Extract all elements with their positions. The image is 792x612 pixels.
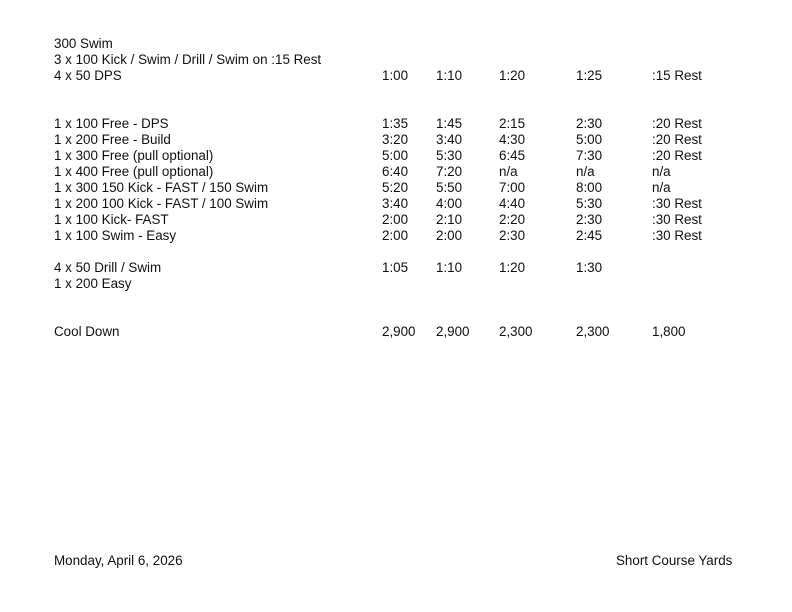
interval-col-2: 5:50 — [436, 180, 463, 195]
row-description: 1 x 100 Swim - Easy — [54, 228, 177, 243]
interval-col-5: n/a — [652, 180, 671, 195]
interval-col-2: 7:20 — [436, 164, 463, 179]
total-col-4: 2,300 — [576, 324, 610, 339]
interval-col-4: 8:00 — [576, 180, 603, 195]
row-description: 3 x 100 Kick / Swim / Drill / Swim on :15 Rest — [54, 52, 322, 67]
row-description: 300 Swim — [54, 36, 113, 51]
row-description: 4 x 50 Drill / Swim — [54, 260, 162, 275]
interval-col-1: 6:40 — [382, 164, 409, 179]
interval-col-1: 2:00 — [382, 212, 409, 227]
interval-col-2: 1:45 — [436, 116, 463, 131]
row-description: 1 x 300 150 Kick - FAST / 150 Swim — [54, 180, 269, 195]
interval-col-5: :20 Rest — [652, 116, 702, 131]
interval-col-4: 2:30 — [576, 116, 603, 131]
interval-col-2: 5:30 — [436, 148, 463, 163]
interval-col-2: 4:00 — [436, 196, 463, 211]
interval-col-2: 1:10 — [436, 260, 463, 275]
row-description: 1 x 300 Free (pull optional) — [54, 148, 214, 163]
interval-col-5: :15 Rest — [652, 68, 702, 83]
interval-col-4: 1:30 — [576, 260, 603, 275]
interval-col-5: :30 Rest — [652, 228, 702, 243]
workout-row — [0, 68, 792, 84]
total-col-2: 2,900 — [436, 324, 470, 339]
interval-col-2: 2:10 — [436, 212, 463, 227]
workout-row — [0, 148, 792, 164]
row-description: Cool Down — [54, 324, 120, 339]
interval-col-4: 2:30 — [576, 212, 603, 227]
interval-col-5: :30 Rest — [652, 212, 702, 227]
interval-col-4: 2:45 — [576, 228, 603, 243]
interval-col-3: 2:20 — [499, 212, 526, 227]
interval-col-3: 4:40 — [499, 196, 526, 211]
interval-col-1: 5:20 — [382, 180, 409, 195]
interval-col-1: 5:00 — [382, 148, 409, 163]
workout-row — [0, 132, 792, 148]
interval-col-1: 1:05 — [382, 260, 409, 275]
interval-col-1: 3:20 — [382, 132, 409, 147]
interval-col-3: 2:30 — [499, 228, 526, 243]
interval-col-5: :20 Rest — [652, 148, 702, 163]
interval-col-4: 1:25 — [576, 68, 603, 83]
footer-course: Short Course Yards — [616, 553, 733, 568]
workout-row — [0, 180, 792, 196]
interval-col-3: 1:20 — [499, 68, 526, 83]
interval-col-2: 2:00 — [436, 228, 463, 243]
row-description: 1 x 200 100 Kick - FAST / 100 Swim — [54, 196, 269, 211]
interval-col-5: :30 Rest — [652, 196, 702, 211]
total-col-3: 2,300 — [499, 324, 533, 339]
workout-row — [0, 228, 792, 244]
total-col-1: 2,900 — [382, 324, 416, 339]
row-description: 1 x 200 Free - Build — [54, 132, 171, 147]
workout-row — [0, 276, 792, 292]
interval-col-1: 2:00 — [382, 228, 409, 243]
interval-col-3: 4:30 — [499, 132, 526, 147]
interval-col-4: 7:30 — [576, 148, 603, 163]
interval-col-4: 5:30 — [576, 196, 603, 211]
row-description: 1 x 100 Free - DPS — [54, 116, 169, 131]
interval-col-3: 2:15 — [499, 116, 526, 131]
interval-col-5: n/a — [652, 164, 671, 179]
row-description: 1 x 400 Free (pull optional) — [54, 164, 214, 179]
workout-row — [0, 36, 792, 52]
interval-col-3: 6:45 — [499, 148, 526, 163]
workout-row — [0, 164, 792, 180]
interval-col-3: 1:20 — [499, 260, 526, 275]
interval-col-4: n/a — [576, 164, 595, 179]
footer-date: Monday, April 6, 2026 — [54, 553, 183, 568]
total-col-5: 1,800 — [652, 324, 686, 339]
workout-row — [0, 212, 792, 228]
interval-col-3: n/a — [499, 164, 518, 179]
workout-row — [0, 260, 792, 276]
totals-row — [0, 324, 792, 340]
interval-col-1: 1:00 — [382, 68, 409, 83]
row-description: 1 x 200 Easy — [54, 276, 132, 291]
workout-row — [0, 196, 792, 212]
interval-col-2: 3:40 — [436, 132, 463, 147]
interval-col-4: 5:00 — [576, 132, 603, 147]
interval-col-2: 1:10 — [436, 68, 463, 83]
interval-col-5: :20 Rest — [652, 132, 702, 147]
interval-col-1: 1:35 — [382, 116, 409, 131]
workout-row — [0, 52, 792, 68]
row-description: 1 x 100 Kick- FAST — [54, 212, 169, 227]
interval-col-1: 3:40 — [382, 196, 409, 211]
interval-col-3: 7:00 — [499, 180, 526, 195]
row-description: 4 x 50 DPS — [54, 68, 122, 83]
workout-row — [0, 116, 792, 132]
